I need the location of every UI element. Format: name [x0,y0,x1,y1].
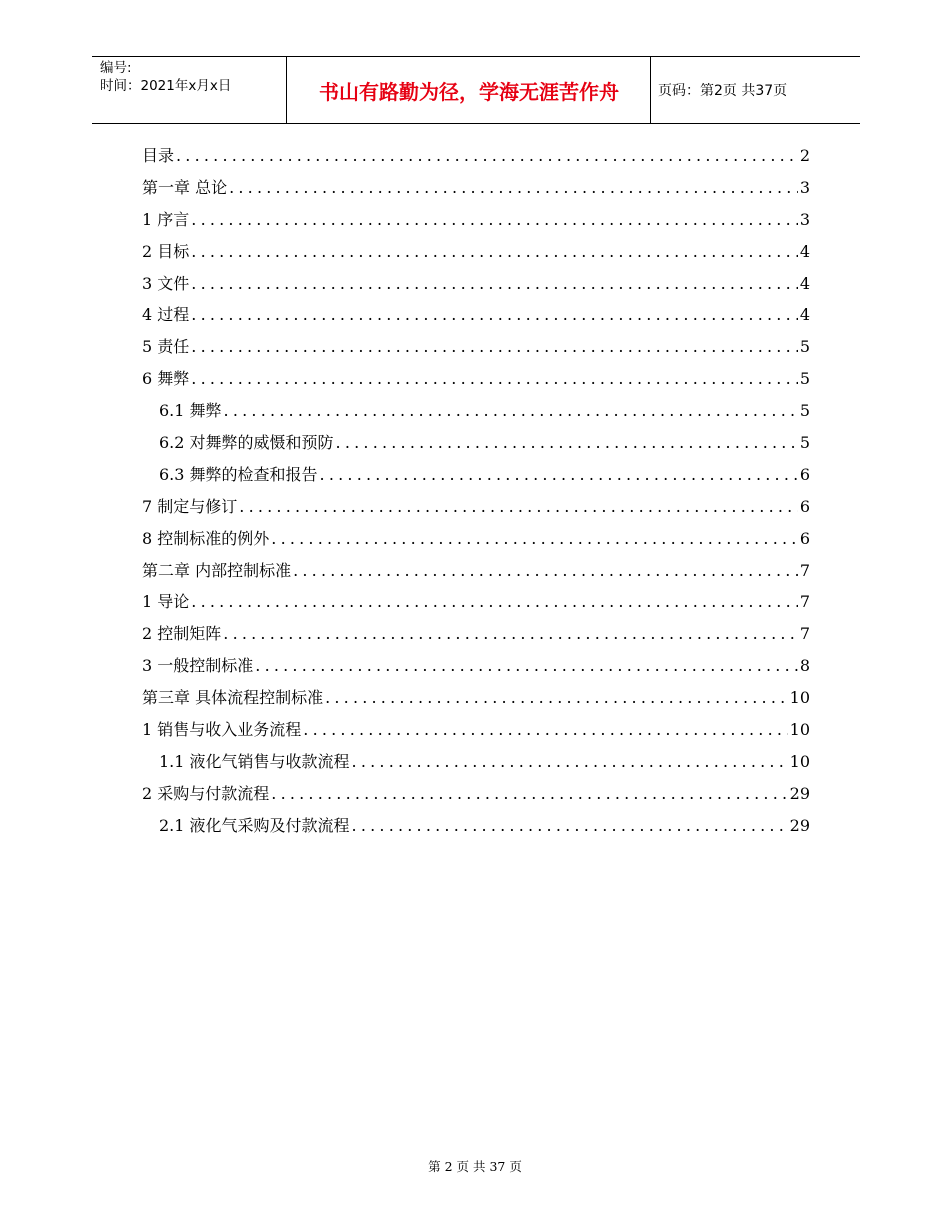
toc-entry-title: 2 控制矩阵 [142,624,222,644]
toc-entry-page-number: 10 [789,751,810,771]
header-divider [286,57,287,123]
toc-dot-leader [191,586,798,618]
page-footer: 第 2 页 共 37 页 [428,1159,522,1174]
toc-entry-title: 6.2 对舞弊的威慑和预防 [159,433,334,453]
toc-entry-title: 1 销售与收入业务流程 [142,720,302,740]
toc-dot-leader [191,299,798,331]
toc-entry[interactable] [142,459,810,491]
toc-dot-leader [224,395,798,427]
table-of-contents [142,140,810,842]
document-number-label: 编号: [100,60,132,76]
toc-entry-page-number: 7 [799,560,810,580]
toc-entry-title: 2 采购与付款流程 [142,783,270,803]
toc-dot-leader [271,778,787,810]
toc-entry[interactable] [142,778,810,810]
toc-entry-page-number: 4 [799,273,810,293]
header-info [100,59,286,95]
toc-entry[interactable] [142,714,810,746]
toc-dot-leader [191,204,798,236]
toc-dot-leader [320,459,798,491]
toc-entry-title: 8 控制标准的例外 [142,528,270,548]
header-divider [650,57,651,123]
toc-entry-title: 目录 [142,146,175,165]
toc-entry-page-number: 5 [799,433,810,453]
toc-entry[interactable] [142,810,810,842]
toc-entry[interactable] [142,363,810,395]
toc-entry[interactable] [142,523,810,555]
toc-entry-page-number: 4 [799,305,810,325]
toc-entry-page-number: 3 [799,177,810,197]
toc-entry[interactable] [142,427,810,459]
toc-entry-page-number: 6 [799,528,810,548]
toc-entry[interactable] [142,682,810,714]
toc-entry-page-number: 10 [789,688,810,708]
toc-entry-page-number: 5 [799,369,810,389]
toc-entry-page-number: 3 [799,209,810,229]
toc-dot-leader [293,555,798,587]
toc-entry-page-number: 4 [799,241,810,261]
toc-dot-leader [223,618,798,650]
toc-entry-title: 6.1 舞弊 [159,401,222,421]
toc-dot-leader [229,172,798,204]
toc-dot-leader [325,682,788,714]
toc-entry-page-number: 6 [799,496,810,516]
toc-dot-leader [239,491,798,523]
toc-entry-page-number: 5 [799,401,810,421]
toc-dot-leader [303,714,787,746]
toc-dot-leader [352,746,788,778]
toc-entry[interactable] [142,299,810,331]
toc-entry-title: 第一章 总论 [142,177,228,197]
toc-dot-leader [176,140,798,172]
toc-entry[interactable] [142,746,810,778]
toc-entry-title: 6 舞弊 [142,369,190,389]
toc-entry-title: 第二章 内部控制标准 [142,560,292,580]
toc-dot-leader [191,268,798,300]
toc-entry-title: 3 文件 [142,273,190,293]
toc-entry[interactable] [142,586,810,618]
toc-entry-title: 3 一般控制标准 [142,656,254,676]
toc-entry[interactable] [142,331,810,363]
toc-entry[interactable] [142,650,810,682]
toc-entry-title: 1.1 液化气销售与收款流程 [159,751,350,771]
toc-entry-title: 1 导论 [142,592,190,612]
document-time-label: 时间：2021年x月x日 [100,78,232,94]
toc-dot-leader [255,650,798,682]
toc-entry[interactable] [142,268,810,300]
toc-dot-leader [271,523,798,555]
toc-entry-page-number: 10 [789,720,810,740]
toc-dot-leader [191,363,798,395]
toc-entry-title: 2 目标 [142,241,190,261]
toc-entry-title: 4 过程 [142,305,190,325]
toc-entry[interactable] [142,140,810,172]
toc-entry-page-number: 2 [799,146,810,165]
toc-entry[interactable] [142,236,810,268]
toc-entry-title: 2.1 液化气采购及付款流程 [159,815,350,835]
toc-entry-page-number: 7 [799,592,810,612]
toc-dot-leader [191,236,798,268]
toc-entry[interactable] [142,395,810,427]
toc-dot-leader [191,331,798,363]
toc-entry-page-number: 6 [799,464,810,484]
toc-entry-page-number: 8 [799,656,810,676]
toc-entry[interactable] [142,172,810,204]
toc-entry-title: 第三章 具体流程控制标准 [142,688,324,708]
toc-entry[interactable] [142,555,810,587]
toc-dot-leader [352,810,788,842]
header-page-number: 页码：第2页 共37页 [658,83,788,99]
toc-entry-page-number: 29 [789,815,810,835]
toc-entry-title: 7 制定与修订 [142,496,238,516]
toc-entry-page-number: 7 [799,624,810,644]
toc-entry-title: 1 序言 [142,209,190,229]
toc-entry[interactable] [142,491,810,523]
toc-dot-leader [336,427,798,459]
toc-entry-page-number: 5 [799,337,810,357]
header-motto: 书山有路勤为径，学海无涯苦作舟 [319,79,619,104]
toc-entry[interactable] [142,204,810,236]
toc-entry[interactable] [142,618,810,650]
toc-entry-page-number: 29 [789,783,810,803]
toc-entry-title: 5 责任 [142,337,190,357]
page-header [92,56,860,124]
toc-entry-title: 6.3 舞弊的检查和报告 [159,464,318,484]
